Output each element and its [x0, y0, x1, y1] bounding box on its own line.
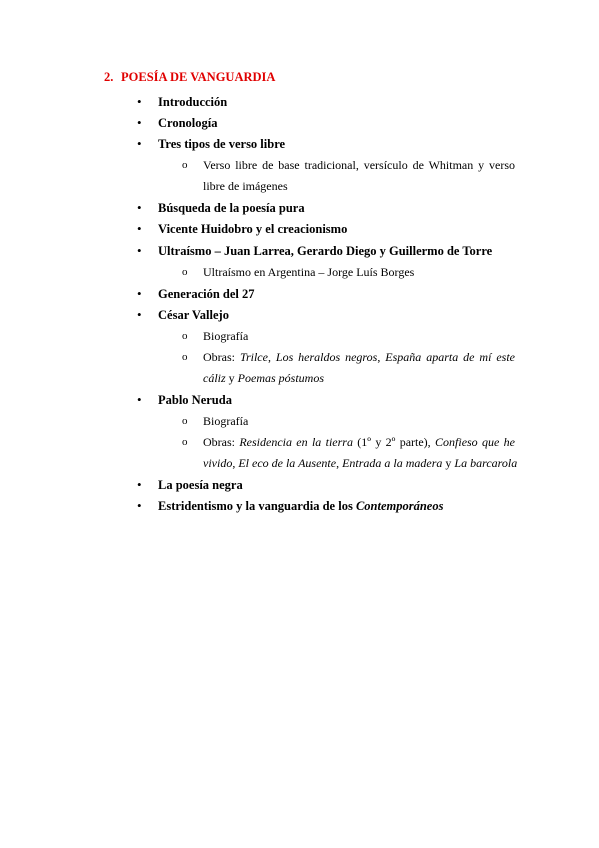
sub-item-text: Verso libre de base tradicional, versículo de Whitman y verso libre de imágenes — [203, 158, 515, 193]
sub-bullet-icon: o — [182, 266, 188, 278]
item-text: Introducción — [158, 95, 228, 109]
item-text: Generación del 27 — [158, 287, 255, 301]
sub-item-text: Obras: Trilce, Los heraldos negros, España aparta de mí este cáliz y Poemas póstumos — [203, 350, 515, 385]
bullet-icon: • — [137, 392, 142, 407]
bullet-icon: • — [137, 221, 142, 236]
sub-bullet-icon: o — [182, 351, 188, 363]
item-text: Pablo Neruda — [158, 393, 232, 407]
item-text: Vicente Huidobro y el creacionismo — [158, 222, 348, 236]
sub-bullet-icon: o — [182, 436, 188, 448]
sublist-item-neruda-biografia — [182, 411, 514, 432]
item-text: Tres tipos de verso libre — [158, 137, 286, 151]
section-number: 2. — [104, 70, 114, 84]
sub-bullet-icon: o — [182, 330, 188, 342]
bullet-icon: • — [137, 243, 142, 258]
bullet-icon: • — [137, 307, 142, 322]
bullet-icon: • — [137, 498, 142, 513]
section-heading — [104, 70, 275, 85]
sublist-item-neruda-obras — [182, 432, 518, 474]
item-text: Estridentismo y la vanguardia de los Contemporáneos — [158, 499, 444, 513]
sublist-item-vallejo-obras — [182, 347, 514, 389]
sub-bullet-icon: o — [182, 159, 188, 171]
sub-item-text: Biografía — [203, 329, 249, 343]
bullet-icon: • — [137, 115, 142, 130]
sublist-item-vallejo-biografia — [182, 326, 514, 347]
item-text: César Vallejo — [158, 308, 229, 322]
sub-item-text: Biografía — [203, 414, 249, 428]
bullet-icon: • — [137, 477, 142, 492]
sublist-item-ultraismo — [182, 262, 514, 283]
sub-bullet-icon: o — [182, 415, 188, 427]
sub-item-text: Ultraísmo en Argentina – Jorge Luís Borges — [203, 265, 415, 279]
bullet-icon: • — [137, 136, 142, 151]
sublist-item-tres-tipos — [182, 155, 514, 197]
section-title: POESÍA DE VANGUARDIA — [121, 70, 276, 84]
item-text: Búsqueda de la poesía pura — [158, 201, 305, 215]
item-text: Ultraísmo – Juan Larrea, Gerardo Diego y Guillermo de Torre — [158, 244, 493, 258]
item-text: La poesía negra — [158, 478, 243, 492]
bullet-icon: • — [137, 94, 142, 109]
item-text: Cronología — [158, 116, 218, 130]
sub-item-text: Obras: Residencia en la tierra (1º y 2º parte), Confieso que he vivido, El eco de la Ausente, Entrada a la madera y La barcarola — [203, 435, 518, 470]
bullet-icon: • — [137, 200, 142, 215]
bullet-icon: • — [137, 286, 142, 301]
